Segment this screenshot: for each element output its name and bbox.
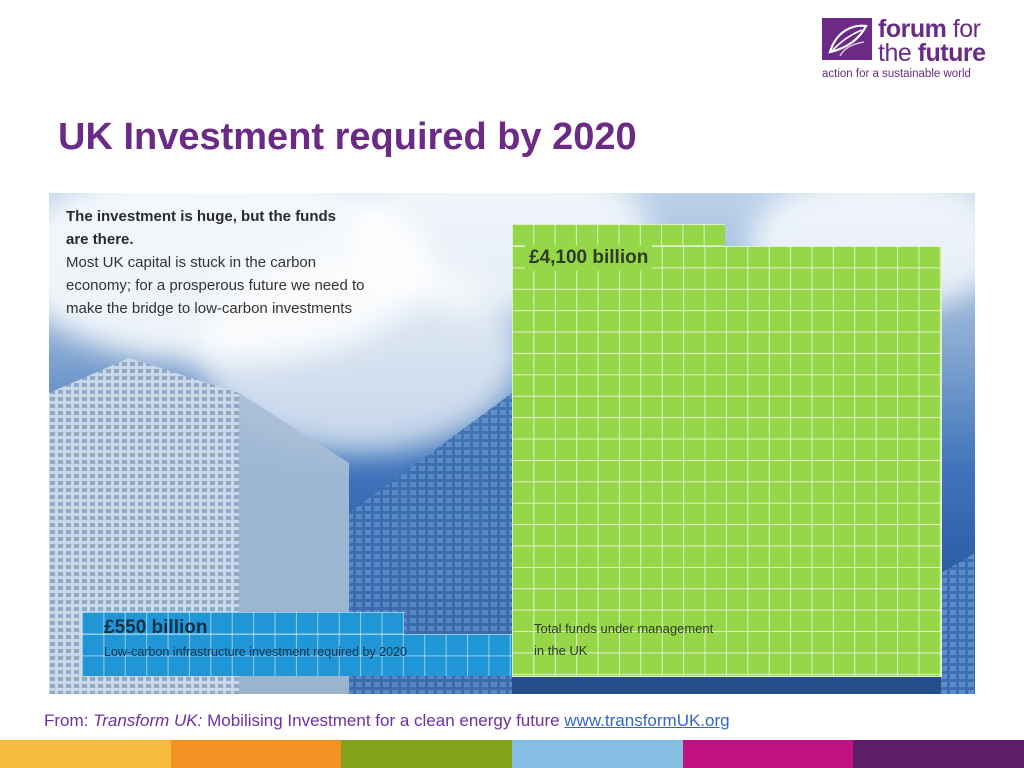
- intro-body: Most UK capital is stuck in the carbon economy; for a prosperous future we need to make the bridge to low-carbon investments: [66, 254, 365, 317]
- strip-segment: [341, 740, 512, 768]
- strip-segment: [171, 740, 342, 768]
- source-citation: [44, 711, 730, 731]
- slide-title: UK Investment required by 2020: [58, 116, 637, 158]
- strip-segment: [512, 740, 683, 768]
- source-publication: Transform UK:: [93, 711, 203, 730]
- source-prefix: From:: [44, 711, 94, 730]
- logo-word-the: the: [878, 39, 918, 67]
- strip-segment: [683, 740, 854, 768]
- logo-leaf-icon: [822, 18, 872, 60]
- intro-heading: The investment is huge, but the funds are there.: [66, 208, 337, 248]
- required-investment-value: £550 billion: [104, 617, 208, 638]
- logo-word-for: for: [946, 15, 981, 43]
- logo-tagline: action for a sustainable world: [822, 68, 971, 80]
- strip-segment: [853, 740, 1024, 768]
- logo-word-future: future: [917, 39, 986, 67]
- forum-for-the-future-logo: [822, 15, 1012, 84]
- logo-word-forum: forum: [878, 15, 947, 43]
- required-investment-caption: Low-carbon infrastructure investment required by 2020: [104, 645, 407, 659]
- funds-grid-block: [512, 246, 942, 677]
- total-funds-caption: Total funds under management in the UK: [534, 621, 714, 658]
- strip-segment: [0, 740, 171, 768]
- funds-grid-block: [512, 224, 725, 246]
- colour-strip: [0, 740, 1024, 768]
- source-description: Mobilising Investment for a clean energy future: [202, 711, 565, 730]
- investment-infographic: [49, 193, 975, 694]
- transformuk-link[interactable]: www.transformUK.org: [564, 711, 730, 730]
- total-funds-value: £4,100 billion: [525, 245, 652, 271]
